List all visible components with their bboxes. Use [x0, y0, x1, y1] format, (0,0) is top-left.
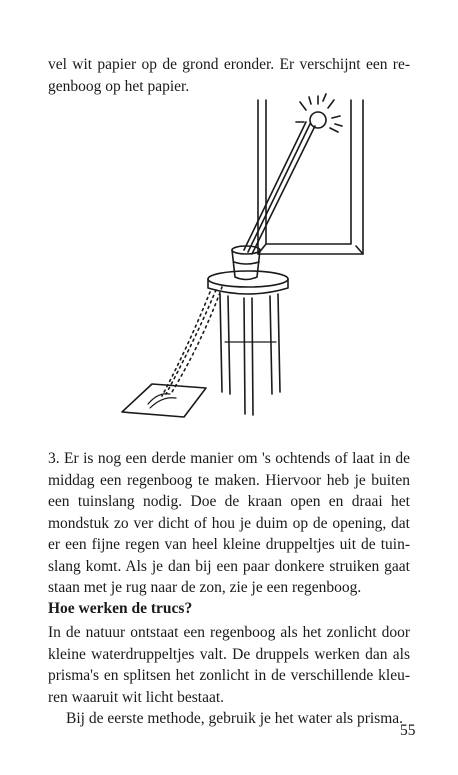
sun-icon	[296, 94, 342, 132]
section-heading: Hoe werken de trucs?	[48, 600, 193, 617]
text-line: prisma's en splitsen het zonlicht in de verschillende kleu-	[48, 667, 410, 684]
text-line: slang komt. Als je dan bij een paar donkere struiken gaat	[48, 557, 410, 575]
text-line: vel wit papier op de grond eronder. Er verschijnt een re-	[48, 56, 410, 73]
text-line: 3. Er is nog een derde manier om 's ochtends of laat in de	[48, 450, 410, 467]
rainbow-arc	[162, 287, 222, 396]
intro-paragraph	[48, 54, 410, 97]
water-glass	[232, 246, 260, 280]
text-line: er een fijne regen van heel kleine druppeltjes uit de tuin-	[48, 536, 410, 553]
text-line: mondstuk zo ver dicht of hou je duim op de opening, dat	[48, 514, 410, 532]
text-line: staan met je rug naar de zon, zie je een regenboog.	[48, 579, 362, 596]
text-line: middag een regenboog te maken. Hiervoor heb je buiten	[48, 471, 410, 489]
light-beam	[244, 122, 315, 254]
text-line: genboog op het papier.	[48, 77, 190, 95]
text-line: een tuinslang nodig. Doe de kraan open en draai het	[48, 493, 410, 510]
text-line: kleine waterdruppeltjes valt. De druppels werken dan als	[48, 645, 410, 663]
text-line: Bij de eerste methode, gebruik je het water als prisma.	[66, 710, 404, 727]
text-line: ren waaruit wit licht bestaat.	[48, 688, 225, 706]
sheet-of-paper	[122, 384, 206, 417]
explanation-paragraph	[48, 622, 410, 730]
trick-3-paragraph	[48, 448, 410, 599]
rainbow-experiment-illustration	[110, 92, 390, 432]
text-line: In de natuur ontstaat een regenboog als het zonlicht door	[48, 624, 410, 641]
page-number: 55	[400, 722, 416, 739]
